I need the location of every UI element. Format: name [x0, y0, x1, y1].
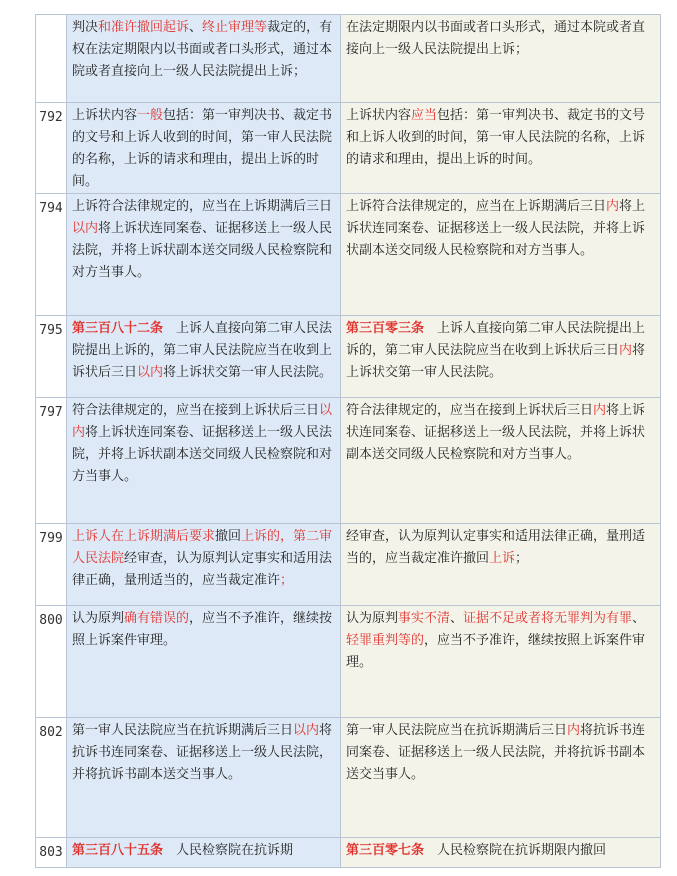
text-segment: 裁定的，有权在法定期限内以书面或者口头形式，通过本院或者直接向上一级人民法院提出上诉；: [72, 20, 333, 79]
highlighted-text: ；: [280, 573, 294, 588]
highlighted-text: 内: [567, 723, 581, 738]
new-provision-cell: [341, 718, 661, 838]
text-segment: 第一审人民法院应当在抗诉期满后三日: [346, 723, 568, 738]
text-segment: 将抗诉书连同案卷、证据移送上一级人民法院，并将抗诉书副本送交当事人。: [72, 723, 333, 782]
old-provision-cell: [67, 194, 341, 316]
text-segment: 包括：第一审判决书、裁定书的文号和上诉人收到的时间，第一审人民法院的名称，上诉的请求和理由，提出上诉的时间。: [346, 108, 646, 167]
text-segment: 将上诉状连同案卷、证据移送上一级人民法院，并将上诉状副本送交同级人民检察院和对方当事人。: [346, 403, 646, 462]
row-number: 803: [36, 838, 67, 868]
table-row: [36, 838, 661, 868]
text-segment: 上诉人直接向第二审人民法院提出上诉的，第二审人民法院应当在收到上诉状后三日: [346, 321, 646, 358]
text-segment: 符合法律规定的，应当在接到上诉状后三日: [72, 403, 320, 418]
highlighted-text: 上诉人在上诉期满后要求: [72, 529, 216, 544]
text-segment: ；: [515, 551, 529, 566]
comparison-table-body: [36, 15, 661, 868]
highlighted-text: 第三百零七条: [346, 843, 425, 858]
row-number: 799: [36, 524, 67, 606]
text-segment: 判决: [72, 20, 99, 35]
table-row: [36, 15, 661, 103]
text-segment: 人民检察院在抗诉期限内撤回: [424, 843, 607, 858]
new-provision-cell: [341, 398, 661, 524]
new-provision-cell: [341, 316, 661, 398]
text-segment: 第一审人民法院应当在抗诉期满后三日: [72, 723, 294, 738]
text-segment: 撤回: [215, 529, 242, 544]
text-segment: 上诉符合法律规定的，应当在上诉期满后三日: [72, 199, 333, 214]
text-segment: 、: [632, 611, 646, 626]
text-segment: 将上诉状交第一审人民法院。: [163, 365, 333, 380]
highlighted-text: 以内: [72, 403, 333, 440]
old-provision-cell: [67, 524, 341, 606]
text-segment: 上诉人直接向第二审人民法院提出上诉的，第二审人民法院应当在收到上诉状后三日: [72, 321, 333, 380]
text-segment: 将上诉状连同案卷、证据移送上一级人民法院，并将上诉状副本送交同级人民检察院和对方当事人。: [72, 425, 333, 484]
text-segment: 认为原判: [72, 611, 125, 626]
highlighted-text: 证据不足或者将无罪判为有罪: [463, 611, 633, 626]
text-segment: 、: [189, 20, 203, 35]
text-segment: 符合法律规定的，应当在接到上诉状后三日: [346, 403, 594, 418]
text-segment: 将上诉状交第一审人民法院。: [346, 343, 646, 380]
highlighted-text: 内: [619, 343, 633, 358]
text-segment: 包括：第一审判决书、裁定书的文号和上诉人收到的时间，第一审人民法院的名称，上诉的请求和理由，提出上诉的时间。: [72, 108, 333, 189]
new-provision-cell: [341, 15, 661, 103]
highlighted-text: 第三百八十五条: [72, 843, 164, 858]
highlighted-text: 事实不清: [398, 611, 451, 626]
text-segment: 将抗诉书连同案卷、证据移送上一级人民法院，并将抗诉书副本送交当事人。: [346, 723, 646, 782]
text-segment: 将上诉状连同案卷、证据移送上一级人民法院，并将上诉状副本送交同级人民检察院和对方当事人。: [72, 221, 333, 280]
highlighted-text: 以内: [137, 365, 164, 380]
highlighted-text: 应当: [411, 108, 438, 123]
old-provision-cell: [67, 398, 341, 524]
text-segment: 将上诉状连同案卷、证据移送上一级人民法院，并将上诉状副本送交同级人民检察院和对方当事人。: [346, 199, 646, 258]
old-provision-cell: [67, 316, 341, 398]
highlighted-text: 第二审人民法院: [72, 529, 333, 566]
highlighted-text: 和准许撤回起诉: [98, 20, 190, 35]
table-row: [36, 718, 661, 838]
table-row: [36, 398, 661, 524]
text-segment: 上诉状内容: [72, 108, 138, 123]
new-provision-cell: [341, 524, 661, 606]
text-segment: 在法定期限内以书面或者口头形式，通过本院或者直接向上一级人民法院提出上诉；: [346, 20, 646, 57]
text-segment: 上诉符合法律规定的，应当在上诉期满后三日: [346, 199, 607, 214]
old-provision-cell: [67, 838, 341, 868]
text-segment: 经审查，认为原判认定事实和适用法律正确，量刑适当的，应当裁定准许撤回: [346, 529, 646, 566]
row-number: 792: [36, 103, 67, 194]
row-number: 795: [36, 316, 67, 398]
highlighted-text: 轻罪重判等的: [346, 633, 425, 648]
table-row: [36, 316, 661, 398]
row-number: 800: [36, 606, 67, 718]
old-provision-cell: [67, 606, 341, 718]
highlighted-text: 确有错误的: [124, 611, 190, 626]
highlighted-text: 第三百零三条: [346, 321, 425, 336]
row-number: 794: [36, 194, 67, 316]
highlighted-text: 以内: [293, 723, 320, 738]
highlighted-text: 内: [606, 199, 620, 214]
row-number: 797: [36, 398, 67, 524]
old-provision-cell: [67, 718, 341, 838]
new-provision-cell: [341, 606, 661, 718]
comparison-table: [35, 14, 661, 868]
table-row: [36, 606, 661, 718]
old-provision-cell: [67, 103, 341, 194]
highlighted-text: 内: [593, 403, 607, 418]
highlighted-text: 上诉的，: [241, 529, 294, 544]
text-segment: 认为原判: [346, 611, 399, 626]
new-provision-cell: [341, 194, 661, 316]
table-row: [36, 524, 661, 606]
text-segment: ，应当不予准许，继续按照上诉案件审理。: [72, 611, 333, 648]
text-segment: 人民检察院在抗诉期: [163, 843, 294, 858]
text-segment: 上诉状内容: [346, 108, 412, 123]
table-row: [36, 194, 661, 316]
table-row: [36, 103, 661, 194]
highlighted-text: 第三百八十二条: [72, 321, 164, 336]
new-provision-cell: [341, 103, 661, 194]
text-segment: 、: [450, 611, 464, 626]
new-provision-cell: [341, 838, 661, 868]
highlighted-text: 一般: [137, 108, 164, 123]
highlighted-text: 以内: [72, 221, 99, 236]
highlighted-text: 终止审理等: [202, 20, 268, 35]
row-number: 802: [36, 718, 67, 838]
text-segment: ，应当不予准许，继续按照上诉案件审理。: [346, 633, 646, 670]
old-provision-cell: [67, 15, 341, 103]
text-segment: 经审查，认为原判认定事实和适用法律正确，量刑适当的，应当裁定准许: [72, 551, 333, 588]
row-number: [36, 15, 67, 103]
highlighted-text: 上诉: [489, 551, 516, 566]
